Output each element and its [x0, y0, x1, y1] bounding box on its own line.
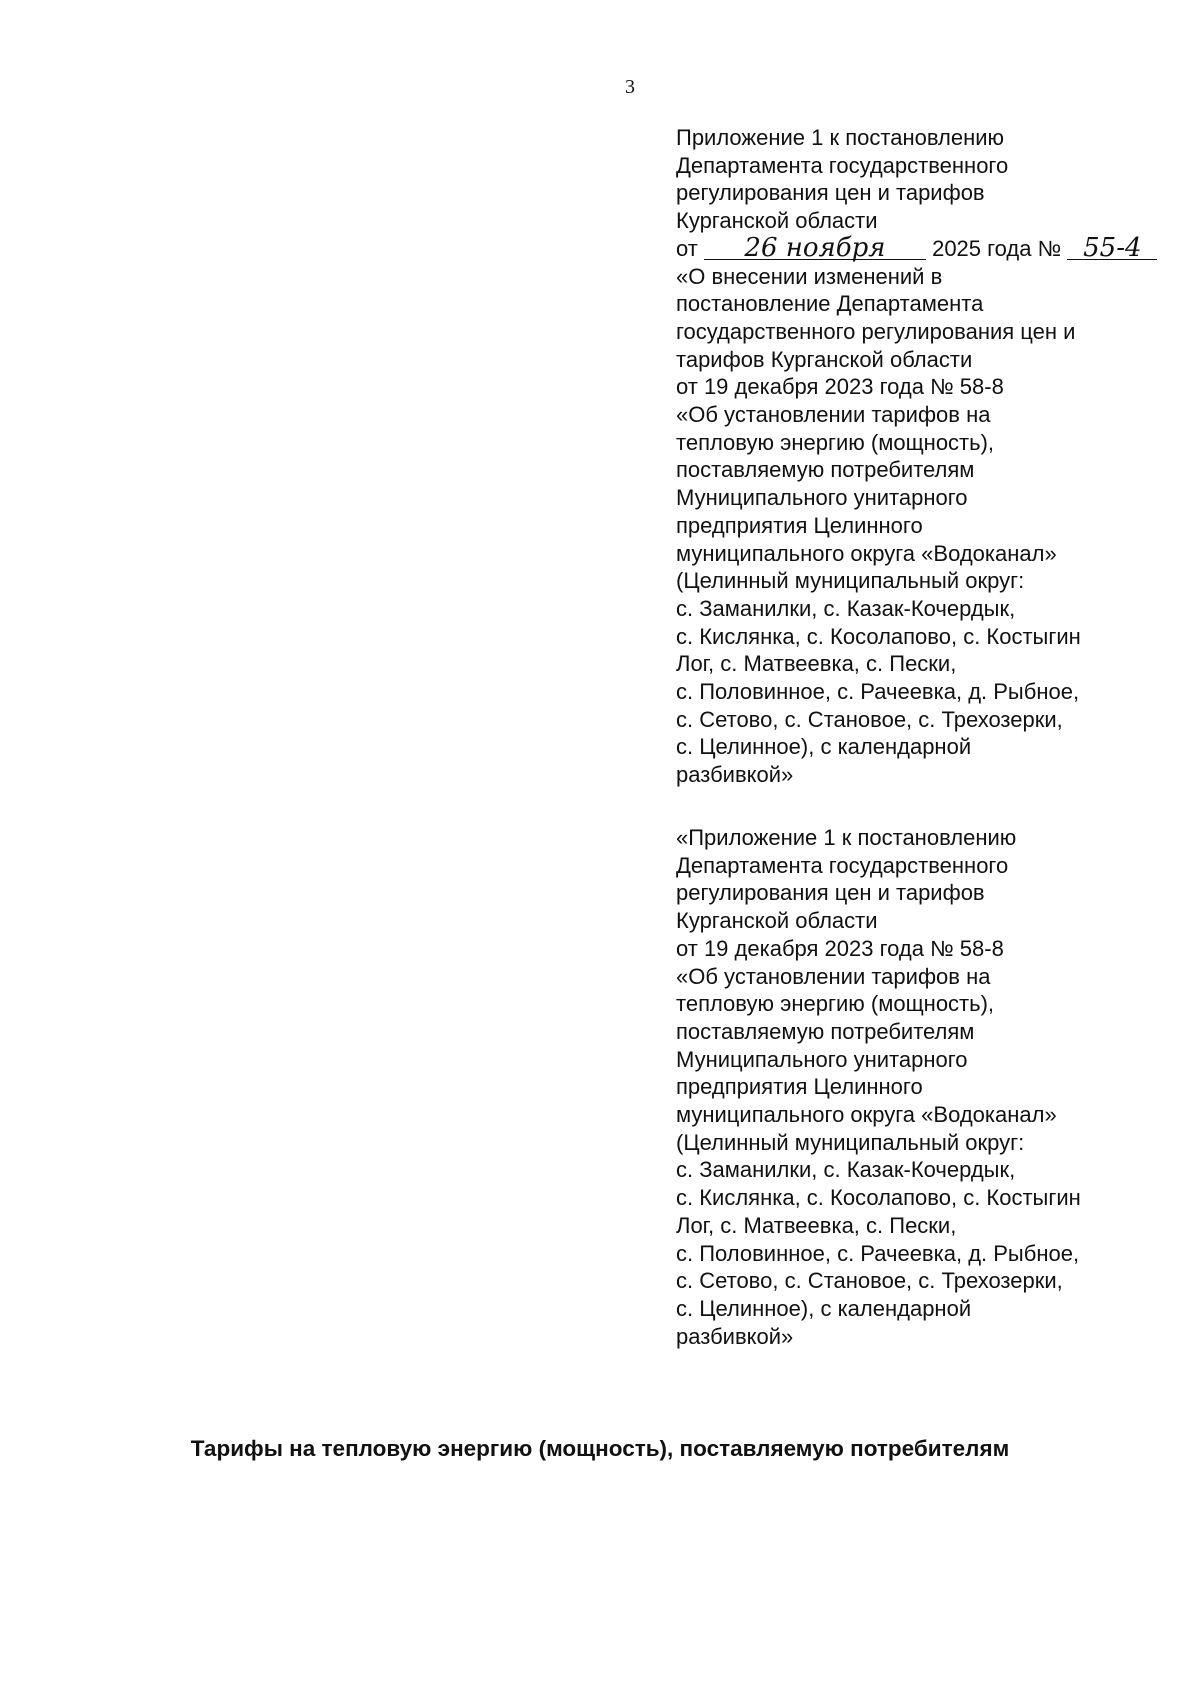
header-line: с. Кислянка, с. Косолапово, с. Костыгин: [676, 623, 1081, 649]
header-line: с. Заманилки, с. Казак-Кочердык,: [676, 595, 1016, 621]
header-line: государственного регулирования цен и: [676, 318, 1076, 344]
page-number: 3: [625, 76, 635, 98]
quoted-line: предприятия Целинного: [676, 1074, 923, 1100]
document-title: Тарифы на тепловую энергию (мощность), поставляемую потребителям: [190, 1436, 1010, 1461]
quoted-line: (Целинный муниципальный округ:: [676, 1129, 1025, 1155]
quoted-line: поставляемую потребителям: [676, 1018, 975, 1044]
header-line: Курганской области: [676, 208, 878, 234]
quoted-line: с. Половинное, с. Рачеевка, д. Рыбное,: [676, 1240, 1080, 1266]
header-line: (Целинный муниципальный округ:: [676, 568, 1025, 594]
quoted-appendix: [676, 824, 1146, 1350]
date-prefix: от: [676, 235, 698, 261]
quoted-line: с. Целинное), с календарной: [676, 1295, 972, 1321]
header-line: постановление Департамента: [676, 291, 984, 317]
quoted-line: Лог, с. Матвеевка, с. Пески,: [676, 1212, 957, 1238]
header-line: с. Сетово, с. Становое, с. Трехозерки,: [676, 706, 1063, 732]
header-line: Департамента государственного: [676, 152, 1009, 178]
header-line: поставляемую потребителям: [676, 457, 975, 483]
quoted-line: тепловую энергию (мощность),: [676, 991, 995, 1017]
handwritten-number: 55-4: [1067, 237, 1157, 260]
header-line: разбивкой»: [676, 762, 794, 788]
header-line: с. Половинное, с. Рачеевка, д. Рыбное,: [676, 679, 1080, 705]
appendix-header: [676, 124, 1146, 789]
quoted-line: регулирования цен и тарифов: [676, 880, 985, 906]
quoted-line: разбивкой»: [676, 1323, 794, 1349]
quoted-line: Департамента государственного: [676, 852, 1009, 878]
header-line: с. Целинное), с календарной: [676, 734, 972, 760]
header-line: Лог, с. Матвеевка, с. Пески,: [676, 651, 957, 677]
date-line: [676, 232, 1146, 263]
header-line: Приложение 1 к постановлению: [676, 125, 1005, 150]
header-line: тепловую энергию (мощность),: [676, 429, 995, 455]
date-year: 2025 года №: [932, 235, 1062, 261]
quoted-line: от 19 декабря 2023 года № 58-8: [676, 935, 1004, 961]
header-line: Муниципального унитарного: [676, 485, 968, 511]
quoted-line: с. Заманилки, с. Казак-Кочердык,: [676, 1157, 1016, 1183]
quoted-line: Курганской области: [676, 908, 878, 934]
header-line: «О внесении изменений в: [676, 263, 943, 289]
header-line: регулирования цен и тарифов: [676, 180, 985, 206]
quoted-line: Муниципального унитарного: [676, 1046, 968, 1072]
header-line: тарифов Курганской области: [676, 346, 973, 372]
header-line: предприятия Целинного: [676, 512, 923, 538]
header-line: муниципального округа «Водоканал»: [676, 540, 1057, 566]
quoted-line: «Об установлении тарифов на: [676, 963, 991, 989]
quoted-line: с. Кислянка, с. Косолапово, с. Костыгин: [676, 1185, 1081, 1211]
quoted-line: муниципального округа «Водоканал»: [676, 1102, 1057, 1128]
quoted-line: «Приложение 1 к постановлению: [676, 825, 1017, 850]
handwritten-date: 26 ноября: [704, 237, 926, 260]
quoted-line: с. Сетово, с. Становое, с. Трехозерки,: [676, 1268, 1063, 1294]
header-line: от 19 декабря 2023 года № 58-8: [676, 374, 1004, 400]
header-line: «Об установлении тарифов на: [676, 402, 991, 428]
